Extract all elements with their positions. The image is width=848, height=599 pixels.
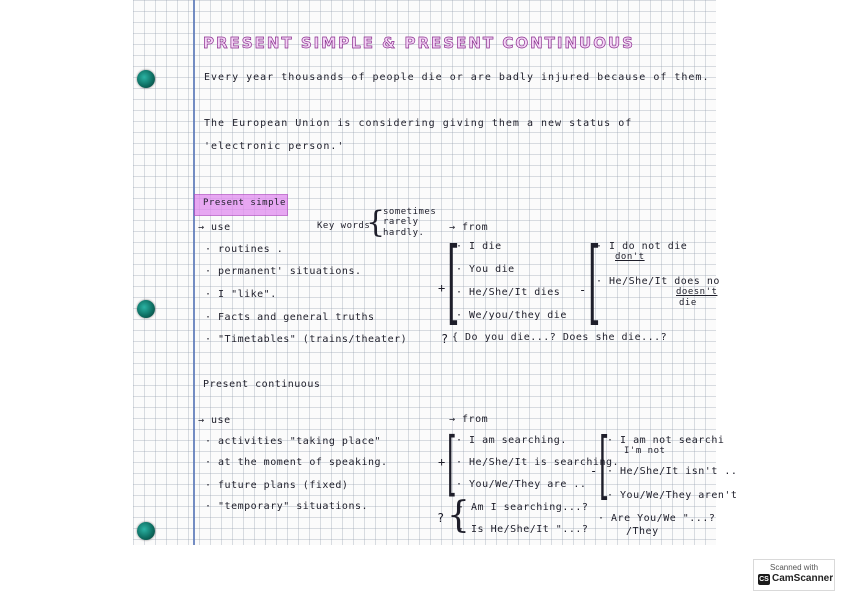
use-label: → use [198,222,231,233]
use-item: · at the moment of speaking. [205,457,388,468]
key-word: hardly. [383,228,425,238]
negative-brace: [ [588,228,601,335]
key-words-label: Key words [317,221,371,231]
question-sign: ? [441,332,449,346]
positive-form: · You die [456,264,515,275]
use-item: · future plans (fixed) [205,480,349,491]
example-sentence-2: The European Union is considering giving them a new status of [204,118,633,129]
question-form: /They [626,526,659,537]
camscanner-logo-icon: CS [759,576,769,583]
use-item: · "Timetables" (trains/theater) [205,334,408,345]
use-item: · permanent' situations. [205,266,362,277]
use-item: · I "like". [205,289,277,300]
use-item: · activities "taking place" [205,436,382,447]
negative-contraction: I'm not [624,446,666,456]
positive-brace: [ [447,422,457,504]
key-word: rarely [383,217,419,227]
positive-form: · You/We/They are .. [456,479,587,490]
question-form: · Is He/She/It "...? [458,524,589,535]
use-item: · routines . [205,244,284,255]
binder-hole [137,522,155,540]
negative-form: · He/She/It does no [596,276,720,287]
example-sentence-1: Every year thousands of people die or are badly injured because of them. [204,72,710,83]
question-sign: ? [437,511,445,525]
use-item: · Facts and general truths [205,312,375,323]
positive-form: · I die [456,241,502,252]
key-word: sometimes [383,207,437,217]
binder-hole [137,300,155,318]
page-title: PRESENT SIMPLE & PRESENT CONTINUOUS [203,34,635,52]
question-form: · Are You/We "...? [598,513,716,524]
plus-sign: + [438,455,446,469]
positive-form: · We/you/they die [456,310,567,321]
present-simple-heading: Present simple [203,198,286,208]
question-brace: { [447,495,470,536]
negative-form: · He/She/It isn't .. [607,466,738,477]
positive-form: · He/She/It dies [456,287,561,298]
key-words-brace: { [366,205,386,240]
negative-brace: [ [599,422,610,508]
present-continuous-heading: Present continuous [203,379,321,390]
negative-contraction: doesn't [676,287,718,297]
minus-sign: - [590,464,598,478]
form-label: → from [449,222,489,233]
scanner-badge [753,559,835,591]
plus-sign: + [438,281,446,295]
negative-contraction: don't [615,252,645,262]
negative-form: · You/We/They aren't [607,490,738,501]
scanner-caption: Scanned with [769,563,819,572]
binder-hole [137,70,155,88]
use-item: · "temporary" situations. [205,501,369,512]
form-label: → from [449,414,489,425]
positive-brace: [ [447,228,460,335]
positive-form: · He/She/It is searching. [456,457,620,468]
example-sentence-2-cont: 'electronic person.' [204,141,345,152]
minus-sign: - [579,283,587,297]
negative-form: · I do not die [596,241,688,252]
question-form: { Do you die...? Does she die...? [452,332,668,343]
question-form: · Am I searching...? [458,502,589,513]
margin-line [193,0,195,545]
negative-form: · I am not searchi [607,435,725,446]
scanner-name: CamScanner [772,573,834,584]
positive-form: · I am searching. [456,435,567,446]
negative-verb: die [679,298,697,308]
use-label: → use [198,415,231,426]
